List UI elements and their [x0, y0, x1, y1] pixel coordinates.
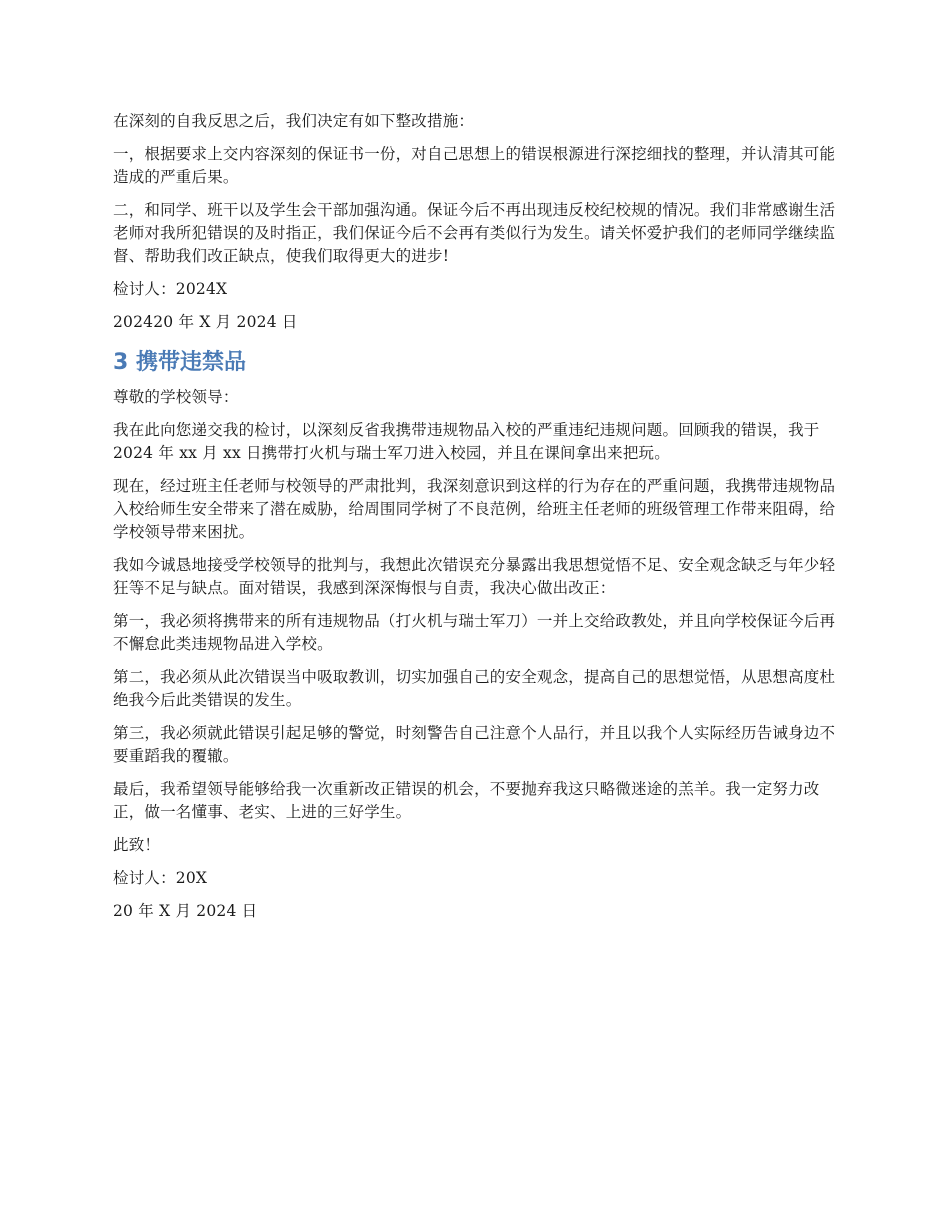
closing-regards: 此致！ [113, 836, 161, 854]
signature-line: 检讨人：2024X [113, 280, 228, 298]
paragraph-body: 我在此向您递交我的检讨，以深刻反省我携带违规物品入校的严重违纪违规问题。回顾我的错误，我于 2024 年 xx 月 xx 日携带打火机与瑞士军刀进入校园，并且在课间拿出来把玩。 [113, 421, 820, 462]
paragraph-measure-1: 一，根据要求上交内容深刻的保证书一份，对自己思想上的错误根源进行深挖细找的整理，并认清其可能造成的严重后果。 [113, 145, 836, 186]
paragraph-step-2: 第二，我必须从此次错误当中吸取教训，切实加强自己的安全观念，提高自己的思想觉悟，从思想高度杜绝我今后此类错误的发生。 [113, 668, 836, 709]
section-heading: 3 携带违禁品 [113, 350, 246, 375]
paragraph-body: 现在，经过班主任老师与校领导的严肃批判，我深刻意识到这样的行为存在的严重问题，我携带违规物品入校给师生安全带来了潜在威胁，给周围同学树了不良范例，给班主任老师的班级管理工作带来阻碍，给学校领导带来困扰。 [113, 477, 836, 541]
salutation: 尊敬的学校领导： [113, 388, 239, 406]
paragraph-step-3: 第三，我必须就此错误引起足够的警觉，时刻警告自己注意个人品行，并且以我个人实际经历告诫身边不要重蹈我的覆辙。 [113, 724, 836, 765]
signature-line: 检讨人：20X [113, 869, 208, 887]
paragraph-closing: 最后，我希望领导能够给我一次重新改正错误的机会，不要抛弃我这只略微迷途的羔羊。我一定努力改正，做一名懂事、老实、上进的三好学生。 [113, 780, 820, 821]
paragraph-body: 我如今诚恳地接受学校领导的批判与，我想此次错误充分暴露出我思想觉悟不足、安全观念缺乏与年少轻狂等不足与缺点。面对错误，我感到深深悔恨与自责，我决心做出改正： [113, 556, 836, 597]
paragraph-step-1: 第一，我必须将携带来的所有违规物品（打火机与瑞士军刀）一并上交给政教处，并且向学校保证今后再不懈怠此类违规物品进入学校。 [113, 612, 836, 653]
date-line: 202420 年 X 月 2024 日 [113, 313, 298, 331]
paragraph-measure-2: 二，和同学、班干以及学生会干部加强沟通。保证今后不再出现违反校纪校规的情况。我们非常感谢生活老师对我所犯错误的及时指正，我们保证今后不会再有类似行为发生。请关怀爱护我们的老师同学继续监督、帮助我们改正缺点，使我们取得更大的进步! [113, 201, 836, 265]
paragraph-intro: 在深刻的自我反思之后，我们决定有如下整改措施： [113, 112, 475, 130]
date-line: 20 年 X 月 2024 日 [113, 902, 258, 920]
document-page [113, 110, 843, 933]
